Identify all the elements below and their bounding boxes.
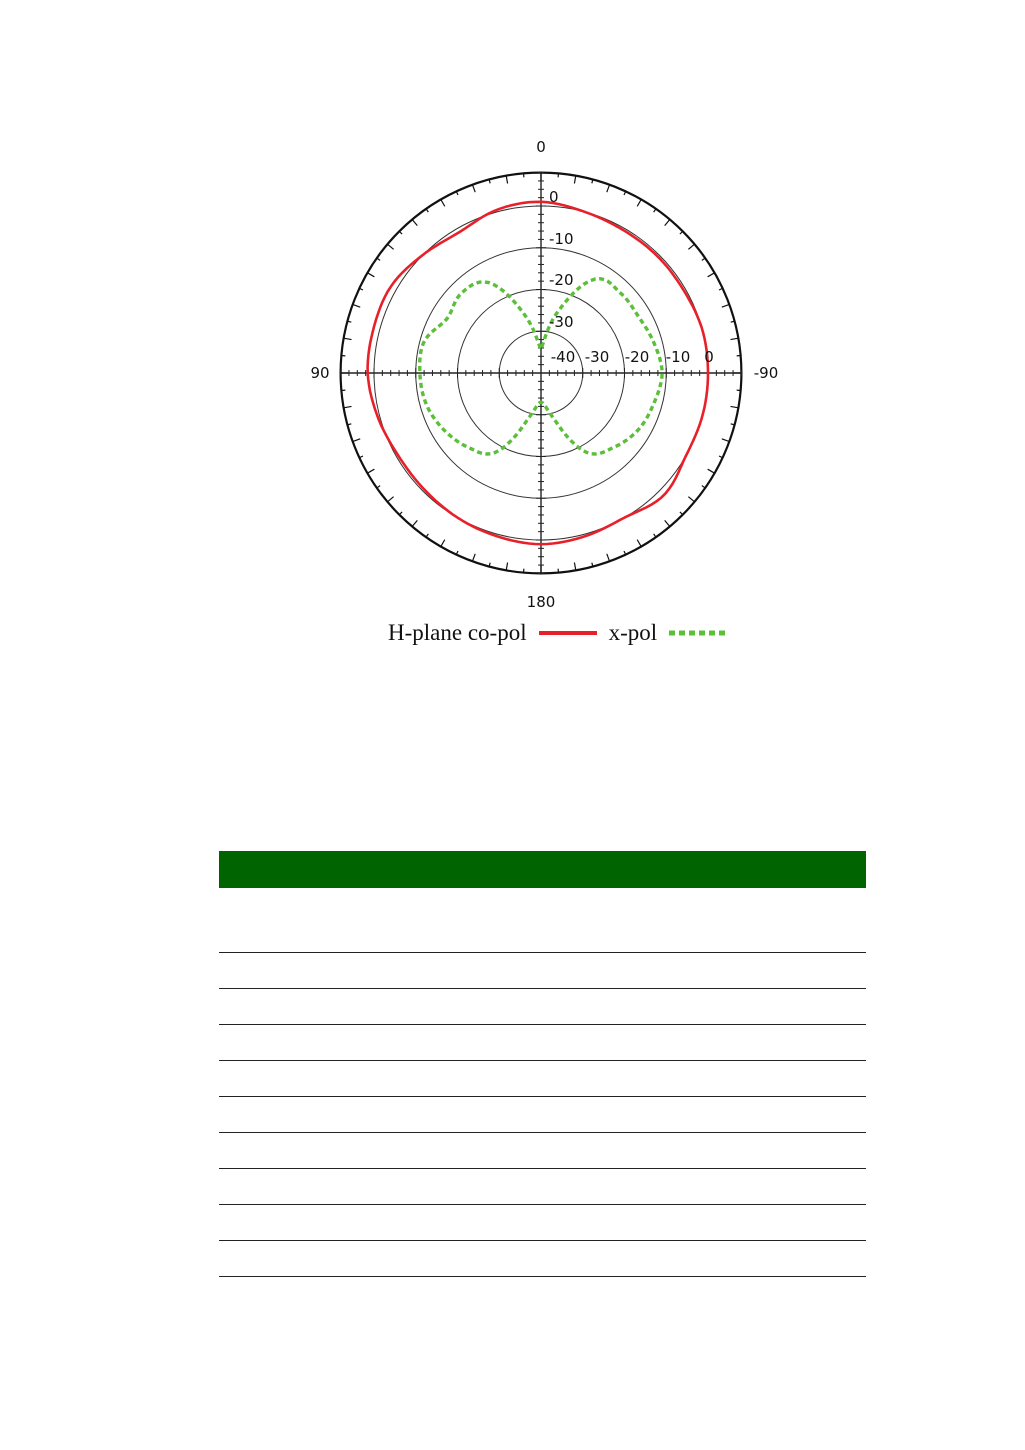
table-row xyxy=(219,1096,866,1133)
polar-ring-tick xyxy=(506,176,507,184)
legend-swatch-xpol xyxy=(667,628,729,638)
legend-label-xpol: x-pol xyxy=(608,620,658,645)
table-row xyxy=(219,988,866,1025)
radial-tick-label-h: 0 xyxy=(704,348,714,366)
polar-ring-tick xyxy=(441,199,445,206)
polar-ring-tick xyxy=(607,185,610,193)
polar-ring-tick xyxy=(708,469,715,473)
radial-tick-label-v: -10 xyxy=(549,230,574,248)
polar-ring-tick xyxy=(387,497,393,502)
angle-label-left: 90 xyxy=(310,364,330,382)
polar-ring-tick xyxy=(722,439,730,442)
table-row xyxy=(219,888,866,953)
radial-tick-label-v: 0 xyxy=(549,188,559,206)
polar-ring-tick xyxy=(441,540,445,547)
polar-ring-tick xyxy=(506,562,507,570)
polar-ring-tick xyxy=(574,562,575,570)
polar-ring-tick xyxy=(665,520,670,526)
polar-ring-tick xyxy=(353,439,361,442)
polar-ring-tick xyxy=(708,273,715,277)
polar-ring-tick xyxy=(399,512,402,515)
angle-label-top: 0 xyxy=(536,138,546,156)
table-row xyxy=(219,1168,866,1205)
polar-ring-tick xyxy=(387,244,393,249)
table-row xyxy=(219,1132,866,1169)
radial-tick-label-h: -30 xyxy=(584,348,610,366)
polar-ring-tick xyxy=(688,244,694,249)
polar-ring-tick xyxy=(722,304,730,307)
table-row xyxy=(219,1024,866,1061)
angle-label-bottom: 180 xyxy=(526,593,556,611)
radial-tick-label-h: -10 xyxy=(665,348,691,366)
table-row xyxy=(219,1204,866,1241)
radial-tick-label-v: -30 xyxy=(549,313,574,331)
polar-ring-tick xyxy=(637,199,641,206)
polar-ring-tick xyxy=(472,185,475,193)
polar-ring-tick xyxy=(412,219,417,225)
table-header xyxy=(219,851,866,888)
table-row xyxy=(219,1240,866,1277)
table-row xyxy=(219,1060,866,1097)
polar-ring-tick xyxy=(344,338,352,339)
radial-tick-label-h: -40 xyxy=(550,348,576,366)
polar-ring-tick xyxy=(680,512,683,515)
polar-ring-tick xyxy=(344,406,352,407)
polar-ring-tick xyxy=(680,231,683,234)
chart-legend xyxy=(388,618,739,648)
legend-label-copol: H-plane co-pol xyxy=(388,620,527,645)
legend-swatch-copol xyxy=(537,628,599,638)
polar-ring-tick xyxy=(730,406,738,407)
polar-ring-tick xyxy=(574,176,575,184)
polar-chart xyxy=(0,0,1025,700)
polar-ring-tick xyxy=(665,219,670,225)
polar-ring-tick xyxy=(730,338,738,339)
polar-ring-tick xyxy=(412,520,417,526)
polar-ring-tick xyxy=(607,554,610,562)
table-row xyxy=(219,952,866,989)
polar-ring-tick xyxy=(688,497,694,502)
angle-label-right: -90 xyxy=(753,364,779,382)
radial-tick-label-h: -20 xyxy=(624,348,650,366)
polar-ring-tick xyxy=(399,231,402,234)
polar-ring-tick xyxy=(367,273,374,277)
polar-ring-tick xyxy=(353,304,361,307)
polar-ring-tick xyxy=(367,469,374,473)
polar-ring-tick xyxy=(637,540,641,547)
radial-tick-label-v: -20 xyxy=(549,271,574,289)
polar-ring-tick xyxy=(472,554,475,562)
